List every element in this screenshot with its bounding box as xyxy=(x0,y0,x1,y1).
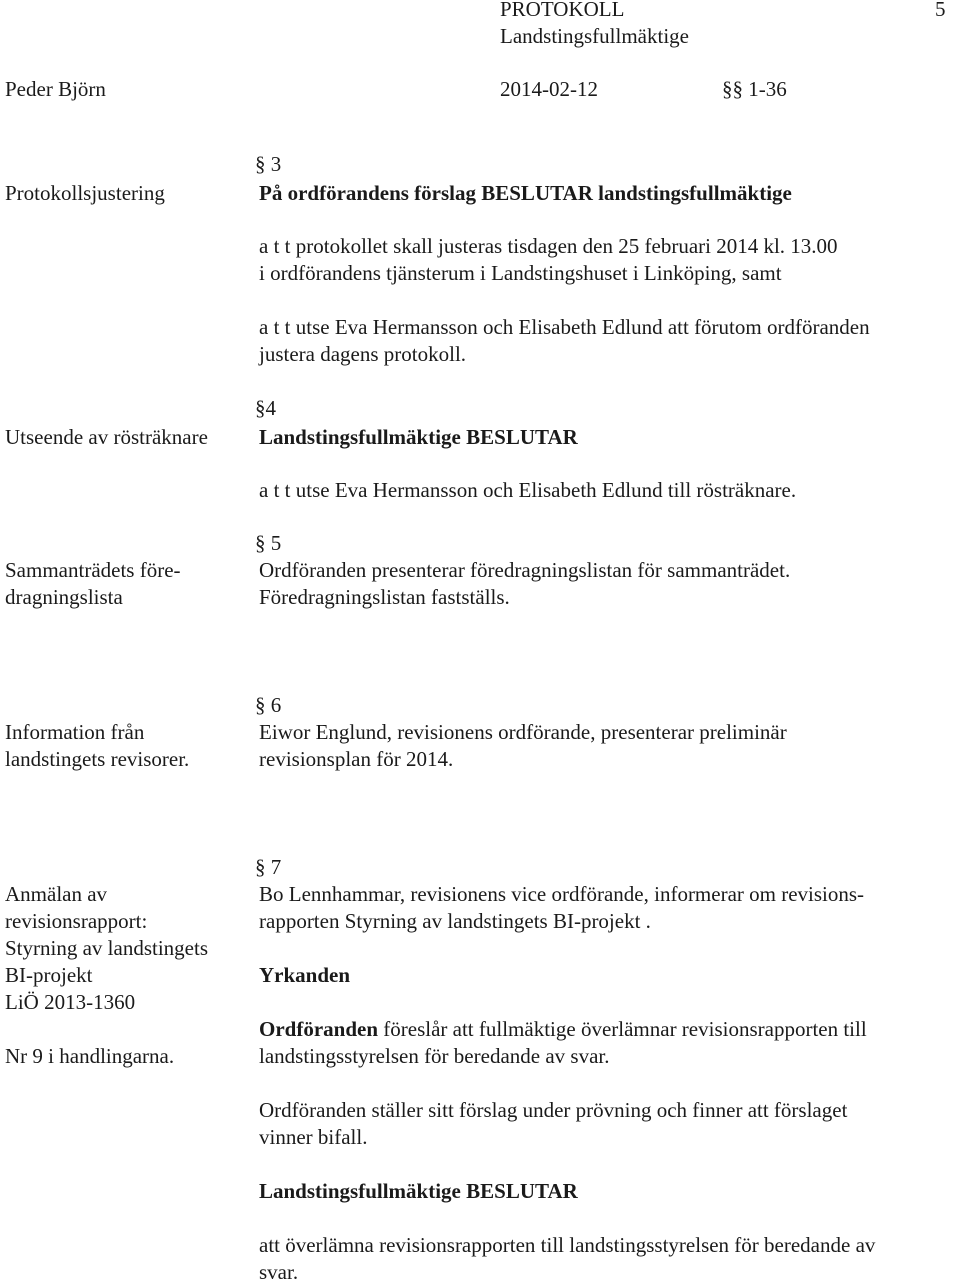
section-heading: På ordförandens förslag BESLUTAR landstingsfullmäktige xyxy=(259,181,792,205)
body-name: Landstingsfullmäktige xyxy=(500,24,689,48)
section-heading: Landstingsfullmäktige BESLUTAR xyxy=(259,425,578,449)
section-text: Bo Lennhammar, revisionens vice ordförande, informerar om revisions- rapporten Styrning av landstingets BI-projekt . xyxy=(259,882,865,933)
section-range: §§ 1-36 xyxy=(722,77,787,101)
author-name: Peder Björn xyxy=(5,77,106,101)
side-label: Sammanträdets före- dragningslista xyxy=(5,558,181,609)
section-text: Ordföranden presenterar föredragningslistan för sammanträdet. Föredragningslistan fastställs. xyxy=(259,558,791,609)
side-label: Protokollsjustering xyxy=(5,181,165,205)
section-symbol: § 7 xyxy=(255,855,282,879)
proposal-paragraph: Ordföranden ställer sitt förslag under prövning och finner att förslaget vinner bifall. xyxy=(259,1098,848,1149)
yrkande-paragraph: Ordföranden föreslår att fullmäktige överlämnar revisionsrapporten till landstingsstyrelsen för beredande av svar. xyxy=(259,1017,867,1068)
section-symbol: § 5 xyxy=(255,531,282,555)
decision-paragraph: a t t utse Eva Hermansson och Elisabeth Edlund till rösträknare. xyxy=(259,478,797,502)
section-text: Eiwor Englund, revisionens ordförande, presenterar preliminär revisionsplan för 2014. xyxy=(259,720,787,771)
yrkande-speaker: Ordföranden xyxy=(259,1017,379,1041)
decision-paragraph: a t t utse Eva Hermansson och Elisabeth Edlund att förutom ordföranden justera dagens protokoll. xyxy=(259,315,870,366)
meeting-date: 2014-02-12 xyxy=(500,77,598,101)
section-symbol: § 3 xyxy=(255,152,282,176)
section-symbol: § 6 xyxy=(255,693,282,717)
yrkande-text: föreslår att fullmäktige överlämnar revisionsrapporten till xyxy=(378,1017,867,1041)
side-label: Information från landstingets revisorer. xyxy=(5,720,190,771)
yrkanden-heading: Yrkanden xyxy=(259,963,351,987)
side-label: Anmälan av revisionsrapport: Styrning av landstingets BI-projekt LiÖ 2013-1360 Nr 9 i handlingarna. xyxy=(5,882,208,1068)
decision-paragraph: a t t protokollet skall justeras tisdagen den 25 februari 2014 kl. 13.00 i ordförandens tjänsterum i Landstingshuset i Linköping, samt xyxy=(259,234,838,285)
section-symbol: §4 xyxy=(255,396,276,420)
side-label: Utseende av rösträknare xyxy=(5,425,208,449)
page-number: 5 xyxy=(935,0,946,21)
decision-paragraph: att överlämna revisionsrapporten till landstingsstyrelsen för beredande av svar. xyxy=(259,1233,876,1284)
doc-type: PROTOKOLL xyxy=(500,0,625,21)
decision-heading: Landstingsfullmäktige BESLUTAR xyxy=(259,1179,578,1203)
